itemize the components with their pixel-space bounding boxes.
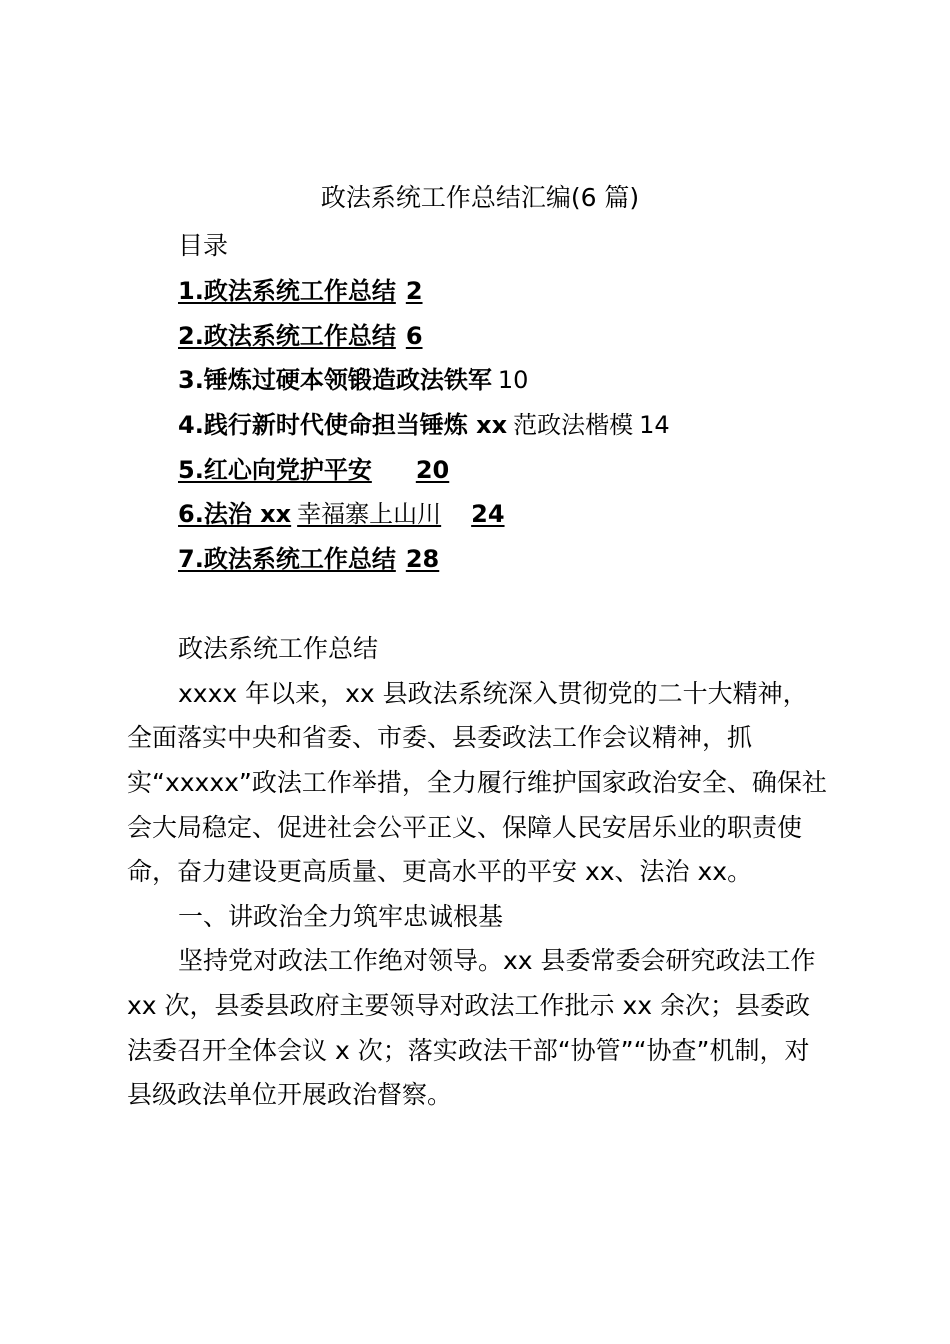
toc-item-title: 5.红心向党护平安 [178,456,372,484]
toc-item-title: 6.法治 xx [178,500,292,528]
toc-item-page: 6 [405,322,423,350]
body-line: 实“xxxxx”政法工作举措，全力履行维护国家政治安全、确保社 [127,768,827,797]
toc-item-title: 7.政法系统工作总结 [178,545,396,573]
toc-item-6[interactable] [178,496,505,532]
body-line: xxxx 年以来，xx 县政法系统深入贯彻党的二十大精神， [178,679,808,708]
toc-item-page: 20 [415,456,450,484]
body-line: 县级政法单位开展政治督察。 [127,1080,453,1109]
toc-item-page: 24 [471,500,505,528]
toc-item-1[interactable] [178,273,423,309]
body-line: 全面落实中央和省委、市委、县委政法工作会议精神，抓 [127,723,753,752]
body-line: 法委召开全体会议 x 次；落实政法干部“协管”“协查”机制，对 [127,1036,810,1065]
toc-item-page: 10 [497,366,529,394]
section-title: 政法系统工作总结 [178,634,379,663]
toc-item-title: 3.锤炼过硬本领锻造政法铁军 [178,366,492,394]
toc-item-subtitle: 幸福寨上山川 [297,500,442,528]
toc-heading: 目录 [178,231,229,260]
document-title: 政法系统工作总结汇编(6 篇) [320,183,640,212]
toc-item-subtitle: 范政法楷模 [513,411,634,439]
toc-item-title: 1.政法系统工作总结 [178,277,396,305]
toc-item-5[interactable] [178,452,449,488]
body-line: 命，奋力建设更高质量、更高水平的平安 xx、法治 xx。 [127,857,753,886]
toc-item-title: 2.政法系统工作总结 [178,322,396,350]
body-line: 会大局稳定、促进社会公平正义、保障人民安居乐业的职责使 [127,813,803,842]
toc-item-2[interactable] [178,318,423,354]
body-line: xx 次，县委县政府主要领导对政法工作批示 xx 余次；县委政 [127,991,811,1020]
toc-item-title: 4.践行新时代使命担当锤炼 xx [178,411,508,439]
toc-item-7[interactable] [178,541,439,577]
toc-item-page: 14 [639,411,670,439]
toc-item-3[interactable] [178,362,528,398]
body-line: 坚持党对政法工作绝对领导。xx 县委常委会研究政法工作 [178,946,816,975]
section-heading: 一、讲政治全力筑牢忠诚根基 [178,902,504,931]
toc-item-page: 28 [405,545,440,573]
toc-item-4[interactable] [178,407,670,443]
toc-item-page: 2 [405,277,423,305]
